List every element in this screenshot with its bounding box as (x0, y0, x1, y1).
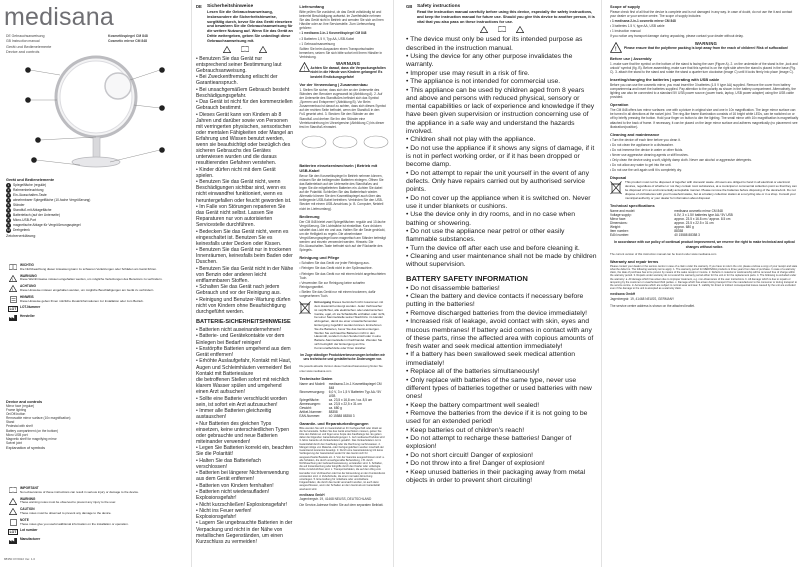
cover-device-gb: Device and controls (6, 50, 40, 54)
symbol-note-de (6, 296, 186, 304)
parts-items-en (6, 404, 70, 445)
warranty-text-de: Bitte wenden Sie sich im Garantiefall an Ihr Fachgeschäft oder direkt an die Servicestelle. Sollten Sie das Gerät einschicken müssen, geben Sie bitte den Defekt an und fügen eine Kopie des Kaufbelegs bei. Es gelten dabei die folgenden Garantiebedingungen: 1. Auf medisana-Produkte wird 3 Jahre Garantie ab Verkaufsdatum gewährt. Das Verkaufsdatum ist im Garantiefall durch den Kaufbeleg oder die Rechnung nachzuweisen. 2. Mängel infolge von Material- oder Fertigungsfehlern werden innerhalb der Garantiezeit kostenlos beseitigt. 3. Durch eine Garantieleistung tritt keine Verlängerung der Garantiezeit weder für das Gerät noch für ausgewechselte Bauteile ein. 4. Von der Garantie ausgeschlossen sind: a. alle Schäden, die durch unsachgemäße Behandlung, z.B. durch Nichtbeachtung der Gebrauchsanweisung, entstanden sind. b. Schäden, die auf Instandsetzung oder Eingriffe durch den Käufer oder unbefugte Dritte zurückzuführen sind. c. Transportschäden, die auf dem Weg vom Hersteller zum Verbraucher oder bei der Einsendung an den Kundendienst entstanden sind. d. Zubehörteile, die einer normalen Abnutzung unterliegen. 5. Eine Haftung für mittelbare oder unmittelbare Folgeschäden, die durch das Gerät verursacht werden, ist auch dann ausgeschlossen, wenn der Schaden an dem Gerät als ein Garantiefall anerkannt wird. (299, 426, 386, 491)
assembly-title-de: Vor der Verwendung | Zusammenbau (299, 81, 368, 87)
spec-url-de: Die jeweils aktuelle Version dieser Gebrauchsanweisung finden Sie unter www.medisana.com (299, 364, 383, 373)
spec-value: 40 15588 88358 3 (674, 233, 700, 238)
crossed-bin-icon (610, 181, 622, 195)
assembly-text-gb: 1. make sure that the symbol on the bottom of the stand is facing the user (Figure A). 2. on the underside of the stand is the „lock and unlock“ symbol (fig. B). Before assembling, make sure that this symbol is on the right side when the stand is placed in the base (Fig. C). 3. attach the stand to the stand and rotate the stand a quarter turn clockwise (image C) until it locks firmly into place (image C). (610, 61, 798, 74)
scope-intro-de: Bitte prüfen Sie zunächst, ob das Gerät vollständig ist und keinerlei Beschädigung aufweist. Im Zweifelsfalle nehmen Sie das Gerät nicht in Betrieb und wenden Sie sich an Ihren Händler oder an Ihre Servicestelle. Zum Lieferumfang gehören: (299, 10, 384, 31)
battery-insert-text-gb: Before you can use the cosmetic mirror, you must insert the 3 batteries (1.5 V type AA) supplied. Remove the cover from battery compartment ■ and insert the batteries supplied. Pay attention to the polarity as shown in the battery compartment. Alternatively, the lighting can also be connected to a standard 5V USB power source (power bank, laptop, USB power adapter) using the USB cable provided. (610, 82, 796, 100)
list-item: • Stand (6, 420, 70, 424)
german-section (194, 0, 394, 567)
operation-title-de: Bedienung (299, 213, 320, 219)
symbols-de (6, 264, 186, 324)
care-title-de: Reinigung und Pflege (299, 255, 340, 261)
symbol-text: Diese Warnhinweise müssen eingehalten werden, um mögliche Verletzungen des Benutzers zu verhindern. (20, 277, 163, 282)
list-item: • Erhöhte Auslaufgefahr, Kontakt mit Haut, Augen und Schleimhäuten vermeiden! Bei Kontakt mit Batteriesäure (196, 358, 292, 377)
symbol-title: NOTE (20, 517, 29, 522)
symbol-caution-de (6, 285, 186, 293)
table-row (299, 382, 386, 390)
disposal-text-gb: This product must not be disposed of together with domestic waste. All users are obliged to hand in all electrical or electronic devices, regardless of whether or not they contain toxic substances, at a municipal or commercial collection point so that they can be disposed of in an environmentally acceptable manner. Please remove the batteries before disposing of the device/unit. Do not dispose of old batteries with your household waste, but at a battery collection station at a recycling site or in a shop. Consult your municipal authority or your dealer for information about disposal. (625, 180, 797, 200)
disposal-text-de: Dieses Gerät darf nicht zusammen mit dem Hausmüll entsorgt werden. Jeder Verbraucher ist verpflichtet, alle elektrischen oder elektronischen Geräte, egal, ob sie Schadstoffe enthalten oder nicht, bei einer Sammelstelle seiner Stadt bzw. im Handel abzugeben, damit sie einer umweltschonenden Entsorgung zugeführt werden können. Entnehmen Sie die Batterien, bevor Sie das Gerät entsorgen. Werfen Sie verbrauchte Batterien nicht in den Hausmüll, sondern in den Sondermüll oder in eine Batterie-Sammelstelle im Fachhandel. Wenden Sie sich bezüglich der Entsorgung an Ihre Kommunalbehörde oder Ihren Händler. (314, 300, 386, 350)
list-item: • Remove discharged batteries from the device immediately! (406, 309, 588, 317)
item-label: Ein-/Ausschalten-Taste (13, 193, 47, 198)
cover-model-de: Kosmetikspiegel CM 848 (108, 34, 148, 38)
scope-text-gb (610, 10, 799, 39)
book-icon (9, 264, 17, 270)
mirror-device-illustration (0, 0, 192, 178)
assembly-text-de: 1. Stellen Sie sicher, dass sich der an der Unterseite des Ständers den Benutzer zugewandt ist (Abbildung A). 2. Auf der Unterseite des Standfußes befindet sich das Symbol „Sperren und Entsperren“ (Abbildung B). Vor Beim Zusammenbau ist darauf zu achten, dass sich dieses Symbol auf der rechten Seite befindet, wenn der Standfuß in den Fuß gesetzt wird. 3. Stecken Sie den Ständer an den Standfuß und drehen Sie ihn den Ständer eine Viertelumdrehung im Uhrzeigersinn (Abbildung C) bis dieser fest im Standfuß einrastet. (299, 87, 386, 129)
list-item: • Benutzen Sie das Gerät nicht in der Nähe von Benzin oder anderen leicht entflammbaren Stoffen. (196, 265, 294, 284)
caution-icon (259, 46, 267, 53)
spec-value: medisana 2-in-1 Kosmetikspiegel CM 848 (328, 381, 382, 390)
cover-column (0, 0, 192, 567)
packaging-warning-de (299, 62, 386, 79)
list-item: • Do not attempt to recharge these batteries! Danger of explosion! (406, 435, 572, 451)
list-item: • Frame lighting (6, 408, 70, 412)
list-item: • Removable mirror surface (10x magnification) (6, 416, 70, 420)
spec-value: approx. 23.5 x 16.8 cm / approx. 8.5 cm (674, 217, 731, 222)
warning-icon (610, 42, 622, 53)
book-icon (498, 26, 506, 32)
list-item: • Never use aggressive cleaning agents or stiff brushes. (610, 152, 689, 157)
caution-icon (9, 508, 17, 515)
symbols-en (6, 487, 186, 547)
spec-value: approx. 680 g (674, 225, 694, 230)
company-address-de: Jagenbergstr. 19, 41468 NEUSS, DEUTSCHLAND (299, 496, 372, 501)
spec-value: approx. 23.5 x 22.5 x 31 cm (674, 221, 714, 226)
list-item: • Mirror face (regular) (6, 404, 70, 408)
spec-value: 40 15588 88358 3 (328, 413, 355, 418)
de-header (196, 4, 293, 44)
warning-icon (223, 46, 231, 53)
item-label: Drehgelenk (13, 228, 30, 233)
cover-model-gb: Cosmetic mirror CM 848 (108, 39, 148, 43)
parts-list-de (6, 178, 186, 239)
symbol-warning-en (6, 498, 186, 506)
cover-line-gb: GB Instruction manual (6, 39, 40, 43)
operation-text-de: Der CM 848 bietet zwei Spiegelflächen: regulär und 10-fache Vergrößerung. Die Lichtstärke ist einstellbar. Kurz drücken schaltet das Licht ein und aus. Halten Sie die Taste gedrückt, um die Helligkeit zu regeln. Die abnehmbare Vergrößerungsspiegel kann magnetisch am Ständer befestigt werden und einzeln verwendet werden. Hinweis: Die Ein-/Ausschalten-Taste befindet sich auf der Rückseite des Spiegels. (299, 219, 386, 253)
spec-label: Name und Modell: (299, 381, 326, 386)
disposal-gb (610, 181, 799, 200)
list-item: • 3 Batterien 1,5 V, Typ AA, USB-Kabel (299, 36, 355, 41)
note-icon (10, 519, 17, 526)
list-item: • Only clean the device using a soft, slightly damp cloth. Never use alcohol or aggressive detergents. (610, 158, 752, 163)
list-item: • Stellen Sie das Gerät nur mit einem trockenen, dafür vorgesehenen Tuch. (299, 289, 376, 299)
spec-label: EAN-Nummer: (299, 413, 321, 418)
de-left (196, 4, 296, 545)
scope-intro-gb: Please check first of all that the device is complete and is not damaged in any way. In case of doubt, do not use the it and contact your dealer or your service centre. The scope of supply includes: (610, 10, 793, 19)
safety-intro-de: Lesen Sie die Gebrauchsanweisung, insbesondere die Sicherheitshinweise, sorgfältig durch, bevor Sie das Gerät einsetzen und bewahren Sie die Gebrauchsanweisung für die weitere Nutzung auf. Wenn Sie das Gerät an Dritte weitergeben, geben Sie unbedingt diese Gebrauchsanweisung mit. (207, 10, 293, 43)
scope-title-de: Lieferumfang (299, 4, 325, 9)
spec-value: medisana cosmetic mirror CM 848 (674, 209, 723, 214)
spec-url-gb: The current version of this instruction manual can be found under www.medisana.com (610, 251, 717, 256)
symbol-manufacturer-en (6, 538, 186, 544)
warning-icon (9, 498, 17, 505)
list-item: • Do not use the appliance if it shows any signs of damage, if it is not in perfect working order, or if it has been dropped or become damp. (406, 144, 595, 169)
symbol-caution-en (6, 508, 186, 516)
list-item: • Battery compartment (on the bottom) (6, 429, 70, 433)
list-item: • Nicht ins Feuer werfen! Explosionsgefahr! (196, 507, 252, 521)
list-item: • Reinigung und Benutzer-Wartung dürfen nicht von Kindern ohne Beaufsichtigung durchgeführt werden. (196, 296, 291, 315)
list-item: • Do not allow any water to get into the unit. (610, 163, 672, 168)
table-row (299, 390, 386, 398)
spec-label: Gewicht: (299, 405, 312, 410)
battery-insert-text-de: Bevor Sie den Kosmetikspiegel in Betrieb nehmen können, müssen Sie die beiliegenden Batterien einlegen. Öffnen Sie das Batteriefach auf der Unterseite des Standfußes und legen Sie die mitgelieferten Batterien ein. Achten Sie dabei auf die Polarität. Schließen Sie das Batteriefach wieder. Alternativ können Sie den Kosmetikspiegel auch über das beiliegende USB-Kabel betreiben. Verbinden Sie den USB-Stecker mit einem USB-Anschluss (z. B. Computer, Netzteil nicht im Lieferumfang). (299, 173, 384, 211)
item-number: 7 (7, 213, 10, 217)
parts-title-de: Gerät und Bedienelemente (6, 178, 55, 182)
list-item: • Remove the batteries from the device if it is not going to be used for an extended period! (406, 410, 588, 426)
list-item: • Keep batteries out of children's reach! (406, 426, 525, 434)
svg-text:!: ! (303, 66, 306, 73)
list-item: • Do not attempt to repair the unit yourself in the event of any defects. Only have repairs carried out by authorised service points. (406, 169, 589, 194)
spec-title-de: Technische Daten (299, 375, 333, 381)
table-row (610, 233, 799, 237)
list-item: • Nicht kurzschließen! Explosionsgefahr! (196, 501, 287, 508)
battery-insert-title-de: Batterien einsetzen/wechseln | Betrieb mit USB-Kabel (299, 162, 378, 173)
spec-label: Item number: (610, 229, 629, 234)
brand-logo: medisana (4, 3, 114, 31)
list-item: • Reinigen Sie das Gerät nur mit einem leicht angefeuchteten Tuch. (299, 271, 386, 280)
english-main-section (402, 0, 602, 567)
symbol-title: IMPORTANT (20, 486, 39, 490)
list-item: • Bedecken Sie das Gerät nicht, wenn es eingeschaltet ist. Benutzen Sie es keinesfalls unter Decken oder Kissen. (196, 228, 289, 247)
safety-title-de: Sicherheitshinweise (207, 4, 254, 9)
list-item: die betroffenen Stellen sofort mit reichlich klarem Wasser spülen und umgehend einen Arzt aufsuchen! (196, 377, 290, 396)
note-icon (10, 296, 17, 303)
warning-text-gb: Please ensure that the polythene packing is kept away from the reach of children! Risk of suffocation! (624, 45, 789, 50)
list-item: • Reinigen Sie das Gerät nicht in der Spülmaschine. (299, 266, 373, 271)
list-item: • Using the device for any other purpose invalidates the warranty. (406, 53, 573, 69)
spec-title-gb: Technical specifications (610, 203, 655, 209)
item-number: 9 (7, 223, 10, 227)
list-item: • Verwenden Sie zur Reinigung keine scharfen Reinigungsmittel. (299, 280, 365, 289)
list-item: • Increased risk of leakage, avoid contact with skin, eyes and mucous membranes! If battery acid comes in contact with any of these parts, rinse the affected area with copious amounts of fresh water and seek medical attention immediately! (406, 318, 594, 350)
symbol-title: WICHTIG (20, 263, 34, 267)
spec-value: 88358 (328, 409, 338, 414)
scope-after-de: Sollten Sie beim Auspacken einen Transportschaden bemerken, setzen Sie sich bitte sofort mit Ihrem Händler in Verbindung. (299, 46, 383, 59)
parts-title-en: Device and controls (6, 400, 43, 404)
list-item: • Do not throw into a fire! Danger of explosion! (406, 460, 545, 468)
item-number: 6 (7, 208, 10, 212)
item-label: Spiegelfläche (regulär) (13, 183, 47, 188)
list-item: • Do not short circuit! Danger of explosion! (406, 451, 534, 459)
symbol-text: Non-observance of these instructions can result in serious injury or damage to the device. (20, 489, 139, 494)
list-item (6, 228, 186, 233)
item-number: 5 (7, 203, 10, 207)
list-item: • 1 Gebrauchsanweisung (299, 41, 335, 46)
battery-list-de (196, 327, 293, 545)
list-item: • Pedestal with shelf (6, 424, 70, 428)
list-item: • Do not use the unit again until it is completely dry. (610, 168, 682, 173)
caution-icon (516, 26, 524, 33)
list-item: • Do not immerse the device in water or other fluids. (610, 147, 684, 152)
list-item: • Batterien nicht wiederaufladen! Explosionsgefahr! (196, 489, 270, 502)
list-item: • Batterien von Kindern fernhalten! (196, 482, 274, 489)
english-detail-section (606, 0, 802, 567)
list-item: • Only replace with batteries of the same type, never use different types of batteries together or used batteries with new ones! (406, 376, 592, 401)
item-number: 4 (7, 198, 10, 202)
list-item: • Benutzen Sie das Gerät nur entsprechend seiner Bestimmung laut Gebrauchsanweisung. (196, 55, 282, 74)
list-item: • Keep unused batteries in their packaging away from metal objects in order to prevent short circuiting! (406, 468, 586, 485)
svg-text:!: ! (615, 46, 617, 53)
symbol-text: Die Nichtbeachtung dieser Anweisung kann zu schweren Verletzungen oder Schäden am Gerät führen. (20, 266, 157, 271)
symbol-important-de (6, 264, 186, 272)
list-item: • 1 medisana 2-in-1 cosmetic mirror CM 848 (610, 19, 676, 24)
list-item: • Halten Sie das Batteriefach verschlossen! (196, 457, 261, 470)
list-item: • Do not use the appliance near petrol or other easily flammable substances. (406, 228, 565, 244)
list-item: • Improper use may result in a risk of fire. (406, 69, 530, 77)
list-item: • This appliance can be used by children aged from 8 years and above and persons with reduced physical, sensory or mental capabilities or lack of experience and knowledge if they have been given supervision or instruction concerning use of the appliance in a safe way and understand the hazards involved. (406, 86, 595, 135)
packaging-warning-gb (610, 42, 799, 53)
list-item: • Lagern Sie ungebrauchte Batterien in der Verpackung und nicht in der Nähe von metallischen Gegenständen, um einen Kurzschluss zu vermeiden! (196, 520, 293, 545)
list-item: • Legen Sie Batterien korrekt ein, beachten Sie die Polarität! (196, 445, 293, 458)
list-item: • Das Gerät ist nicht für den kommerziellen Gebrauch bestimmt. (196, 99, 293, 112)
warranty-text-gb: Please contact your dealer or the service centre in case of a claim under the warranty. If you have to return the unit, please enclose a copy of your receipt and state what the defect is. The following warranty terms apply: 1. The warranty period for MEDISANA products is three years from date of purchase. In case of a warranty claim, the date of purchase has to be proven by means of the sales receipt or invoice. 2. Defects in material or workmanship will be removed free of charge within the warranty period. 3. Repairs under warranty do not extend the warranty period either for the unit or for the replacement parts. 4. The following is excluded under the warranty: a. All damage which has arisen due to improper treatment, e.g. non-observance of the user instructions. b. All damage which is due to repairs or tampering by the customer or unauthorised third parties. c. Damage which has arisen during transport from the manufacturer to the consumer or during transport to the service centre. d. Accessories which are subject to normal wear and tear. 5. Liability for direct or indirect consequential losses caused by the unit are excluded even if the damage to the unit is accepted as a warranty claim. (610, 264, 798, 291)
list-item: • Bei unsachgemäßem Gebrauch besteht Beschädigungsgefahr. (196, 86, 290, 99)
item-number: 8 (7, 218, 10, 222)
symbol-text: These notes give you useful additional information on the installation or operation. (20, 521, 129, 526)
de-right (296, 4, 389, 545)
disposal-de (299, 301, 386, 350)
cover-line-de: DE Gebrauchsanweisung (6, 34, 45, 38)
spec-table-de (299, 382, 386, 418)
symbol-manufacturer-de (6, 315, 186, 321)
list-item: • Clean the battery and device contacts if necessary before putting in the batteries! (406, 293, 584, 309)
list-item: • Turn the device off after each use and before cleaning it. (406, 244, 580, 252)
item-label: magnetische Ablage für Vergrößerungsspiegel (13, 223, 81, 228)
gb-header (406, 4, 597, 24)
list-item: • Bei Zweckentfremdung erlischt der Garantieanspruch. (196, 74, 278, 87)
list-item: • Swivel joint (6, 441, 70, 445)
symbol-text: These warning notes must be observed to prevent any injury to the user. (20, 500, 117, 505)
list-item: • Keep the battery compartment well sealed! (406, 401, 540, 409)
lot-icon: LOT (9, 307, 17, 312)
warning-icon (9, 275, 17, 282)
language-tag-de: DE (196, 4, 202, 9)
lot-icon: LOT (9, 530, 17, 535)
spec-value: ca. 23,5 x 22,5 x 31 cm (328, 401, 362, 406)
item-number: 1 (7, 183, 10, 187)
list-item: • 3 batteries 1.5 V, type AA, USB cable (610, 24, 665, 29)
symbol-important-en (6, 487, 186, 495)
list-item: • Benutzen Sie das Gerät nicht, wenn Beschädigungen sichtbar sind, wenn es nicht einwandfrei funktioniert, wenn es heruntergefallen oder feucht geworden ist. (196, 179, 292, 204)
safety-title-gb: Safety instructions (417, 4, 461, 9)
care-list-gb (610, 138, 799, 173)
spec-label: Stromversorgung: (299, 389, 325, 394)
list-item: • 1 medisana 2-in-1 Kosmetikspiegel CM 848 (299, 31, 367, 36)
symbol-title: Manufacturer (20, 537, 41, 542)
list-item: • Schalten Sie das Gerät vor jeder Reinigung aus. (299, 261, 370, 266)
book-icon (9, 487, 17, 493)
list-item: • Nur Batterien des gleichen Typs einsetzen, keine unterschiedlichen Typen oder gebrauchte und neue Batterien miteinander verwenden! (196, 420, 290, 445)
item-number: 10 (6, 228, 11, 232)
symbol-note-en (6, 519, 186, 527)
spec-value: ca. 680 g (328, 405, 342, 410)
list-item: • 1 instruction manual (610, 29, 641, 34)
spec-value: 6.0V, 3 x 1.5V batteries type AA / 5V USB (674, 213, 733, 218)
symbol-title: WARNUNG (20, 273, 37, 278)
spec-table-gb (610, 209, 799, 237)
company-name-gb: medisana GmbH (610, 292, 636, 297)
list-item: • Benutzen Sie das Gerät nur in trockenen Innenräumen, keinesfalls beim Baden oder Duschen. (196, 247, 293, 266)
list-item: • The device must only be used for its intended purpose as described in the instruction manual. (406, 36, 583, 52)
safety-intro-gb: Read the instruction manual carefully before using this device, especially the safety instructions, and keep the instruction manual for future use. Should you give this device to another person, it is vital that you also pass on these instructions for use. (417, 10, 595, 24)
list-item: • Enstörpfte Batterien umgehend aus dem Gerät entfernen! (196, 345, 291, 359)
item-label: Batteriefach (auf der Unterseite) (13, 213, 60, 218)
service-note-gb: The service centre address is shown on the attached leaflet. (610, 303, 695, 308)
care-title-gb: Cleaning and maintenance (610, 131, 660, 137)
document-code: 88350 07/2022 Ver. 1.0 (4, 557, 36, 561)
book-icon (241, 46, 249, 52)
care-list-de (299, 261, 386, 298)
warranty-title-de: Garantie- und Reparaturbedingungen (299, 420, 369, 426)
safety-icons-gb (406, 26, 597, 33)
battery-title-de: BATTERIE-SICHERHEITSHINWEISE (196, 319, 291, 326)
scope-after-gb: If you notice any transport damage during unpacking, please contact your dealer without delay. (610, 34, 744, 39)
safety-list-de (196, 56, 293, 316)
symbol-title: WARNING (20, 496, 36, 501)
safety-icons-de (196, 46, 293, 53)
assembly-figures (299, 131, 391, 153)
manufacturer-icon (9, 538, 17, 544)
list-item: • Replace all of the batteries simultaneously! (406, 368, 540, 376)
symbol-title: HINWEIS (20, 294, 34, 299)
list-item: • On/Off-button (6, 412, 70, 416)
symbol-title: CAUTION (20, 507, 35, 512)
list-item: • Sollte eine Batterie verschluckt worden sein, ist sofort ein Arzt aufzusuchen! (196, 395, 287, 408)
list-item: • Magnetic shelf for magnifying mirror (6, 437, 70, 441)
symbol-title: Lot number (20, 528, 38, 533)
symbols-title-en: Explanation of symbols (6, 445, 46, 450)
warning-word-gb: WARNING (694, 40, 718, 46)
item-label: Rahmenbeleuchtung (13, 188, 44, 193)
symbol-title: LOT-Nummer (20, 305, 41, 310)
spec-label: Weight: (610, 225, 621, 230)
list-item: • Kinder dürfen nicht mit dem Gerät spielen. (196, 166, 276, 179)
symbol-title: Hersteller (20, 314, 35, 319)
symbol-lot-de (6, 306, 186, 312)
company-address-gb: Jagenbergstr. 19, 41468 NEUSS, GERMANY (610, 296, 675, 301)
safety-list-gb (406, 36, 597, 269)
item-label: abnehmbarer Spiegelfläche (10-fache Vergrößerung) (13, 198, 91, 203)
item-number: 2 (7, 188, 10, 192)
list-item: • Immer alle Batterien gleichzeitig austauschen! (196, 408, 272, 421)
battery-title-gb: BATTERY SAFETY INFORMATION (406, 273, 528, 283)
symbol-lot-en (6, 529, 186, 535)
symbol-text: Diese Hinweise müssen eingehalten werden, um mögliche Beschädigungen am Gerät zu verhindern. (20, 287, 155, 292)
crossed-bin-icon (299, 301, 311, 315)
operation-text-gb: The CM 848 offers two mirror surfaces: one with a picture in original size and one in 10x magnification. The large mirror surface can be turned in all directions at the swivel joint. The ring-like frame illumination consists of 16 bright white LEDs, can be switched on or off by briefly pressing the button. Hold your finger on button to dim the lighting. The small mirror with 10x magnification is magnetically attached to the back of frame. If necessary, it can be placed on the large mirror surface and adheres magnetically (no placement: see illustration/position). (610, 108, 799, 129)
table-row (299, 414, 386, 418)
list-item: • Do not disassemble batteries! (406, 284, 500, 292)
warning-text-de: Achten Sie darauf, dass die Verpackungsfolien nicht in die Hände von Kindern gelangen! Es besteht Erstickungsgefahr! (310, 66, 386, 79)
spec-label: Voltage supply: (610, 213, 632, 218)
scope-text-de (299, 10, 386, 59)
item-label: Micro-USB-Port (13, 218, 37, 223)
list-item: • The appliance is not intended for commercial use. (406, 78, 561, 86)
list-item: • Cleaning and user maintenance shall not be made by children without supervision. (406, 253, 597, 269)
spec-label: Name and model: (610, 209, 636, 214)
warranty-title-gb: Warranty and repair terms (610, 258, 659, 264)
company-name-de: medisana GmbH (299, 492, 325, 497)
item-label: Standfuß mit Ablagefläche (13, 208, 52, 213)
spec-label: Mirror face: (610, 217, 627, 222)
item-label: Ständer (13, 203, 25, 208)
list-item: • Schalten Sie das Gerät nach jedem Gebrauch und vor der Reinigung aus. (196, 284, 281, 297)
scope-title-gb: Scope of supply (610, 4, 641, 9)
battery-insert-title-gb: Inserting/changing the batteries | operating with USB cable (610, 76, 720, 82)
warning-icon (299, 62, 310, 72)
list-item: • Micro USB port (6, 433, 70, 437)
cover-device-de: Gerät und Bedienelemente (6, 45, 52, 49)
parts-items-de (6, 183, 186, 233)
warning-icon (480, 26, 488, 33)
service-note-de: Die Service-Adresse finden Sie auf dem separaten Beiblatt. (299, 502, 384, 507)
list-item: • Batterien nicht auseinandernehmen! (196, 327, 282, 334)
list-item: • Do not cover up the appliance when it is switched on. Never use it under blankets or cushions. (406, 194, 591, 210)
language-tag-gb: GB (406, 4, 413, 9)
disposal-title-gb: Disposal (610, 175, 627, 181)
list-item: • Use the device only in dry rooms, and in no case when bathing or showering. (406, 211, 575, 227)
spec-value: 6,0 V, 3 x 1,5 V Batterien Typ AA / 5V USB (328, 389, 382, 398)
symbol-text: Diese Hinweise geben Ihnen nützliche Zusatzinformationen zur Installation oder zum Betrieb. (20, 298, 144, 303)
warning-word-de: WARNUNG (336, 61, 361, 67)
list-item: • Children shall not play with the appliance. (406, 136, 536, 144)
spec-label: Artikel-Nummer: (299, 409, 323, 414)
disposal-title-de: Entsorgung (314, 300, 332, 305)
spec-label: Dimensions: (610, 221, 628, 226)
spec-note-de: Im Zuge ständiger Produktverbesserungen behalten wir uns technische und gestalterische Änderungen vor. (300, 353, 385, 362)
list-item: • Batterie- und Gerätekontakte vor dem Einlegen bei Bedarf reinigen! (196, 333, 285, 346)
spec-value: ca. 23,5 x 16,8 cm / ca. 8,5 cm (328, 397, 373, 402)
list-item: • Batterien bei längerer Nichtverwendung aus dem Gerät entfernen! (196, 470, 289, 483)
spec-note-gb: In accordance with our policy of continual product improvement, we reserve the right to make technical and optical changes without notice. (614, 240, 795, 249)
assembly-title-gb: Before use | Assembly (610, 55, 652, 61)
spec-label: EAN number: (610, 233, 630, 238)
svg-text:!: ! (12, 286, 14, 292)
item-number: 3 (7, 193, 10, 197)
list-item: • If a battery has been swallowed seek medical attention immediately! (406, 351, 575, 367)
symbol-warning-de (6, 275, 186, 283)
list-item: • Im Falle von Störungen reparieren Sie das Gerät nicht selbst. Lassen Sie Reparaturen nur von autorisierten Servicestelle durchführen. (196, 203, 286, 229)
caution-icon (9, 285, 17, 292)
symbol-title: ACHTUNG (20, 284, 36, 289)
spec-label: Spiegelfläche: (299, 397, 320, 402)
svg-text:!: ! (12, 276, 14, 282)
battery-list-gb (406, 285, 597, 486)
spec-label: Abmessungen: (299, 401, 321, 406)
parts-list-en (6, 400, 70, 450)
symbol-text: These notes must be observed to prevent any damage to the device. (20, 510, 112, 515)
symbols-title-de: Zeichenerklärung (6, 234, 36, 238)
manufacturer-icon (9, 315, 17, 321)
list-item: • Turn the device off each time before you clean it. (610, 137, 681, 142)
spec-value: 88358 (674, 229, 684, 234)
operation-title-gb: Operation (610, 102, 629, 108)
list-item: • Do not clean the appliance in a dishwasher. (610, 142, 674, 147)
list-item: • Dieses Gerät kann von Kindern ab 8 Jahren und darüber sowie von Personen mit verringerten physischen, sensorischen oder mentalen Fähigkeiten oder Mangel an Erfahrung und Wissen benutzt werden, wenn sie beaufsichtigt oder bezüglich des sicheren Gebrauchs des Gerätes unterwiesen wurden und die daraus resultierenden Gefahren verstehen. (196, 111, 294, 167)
